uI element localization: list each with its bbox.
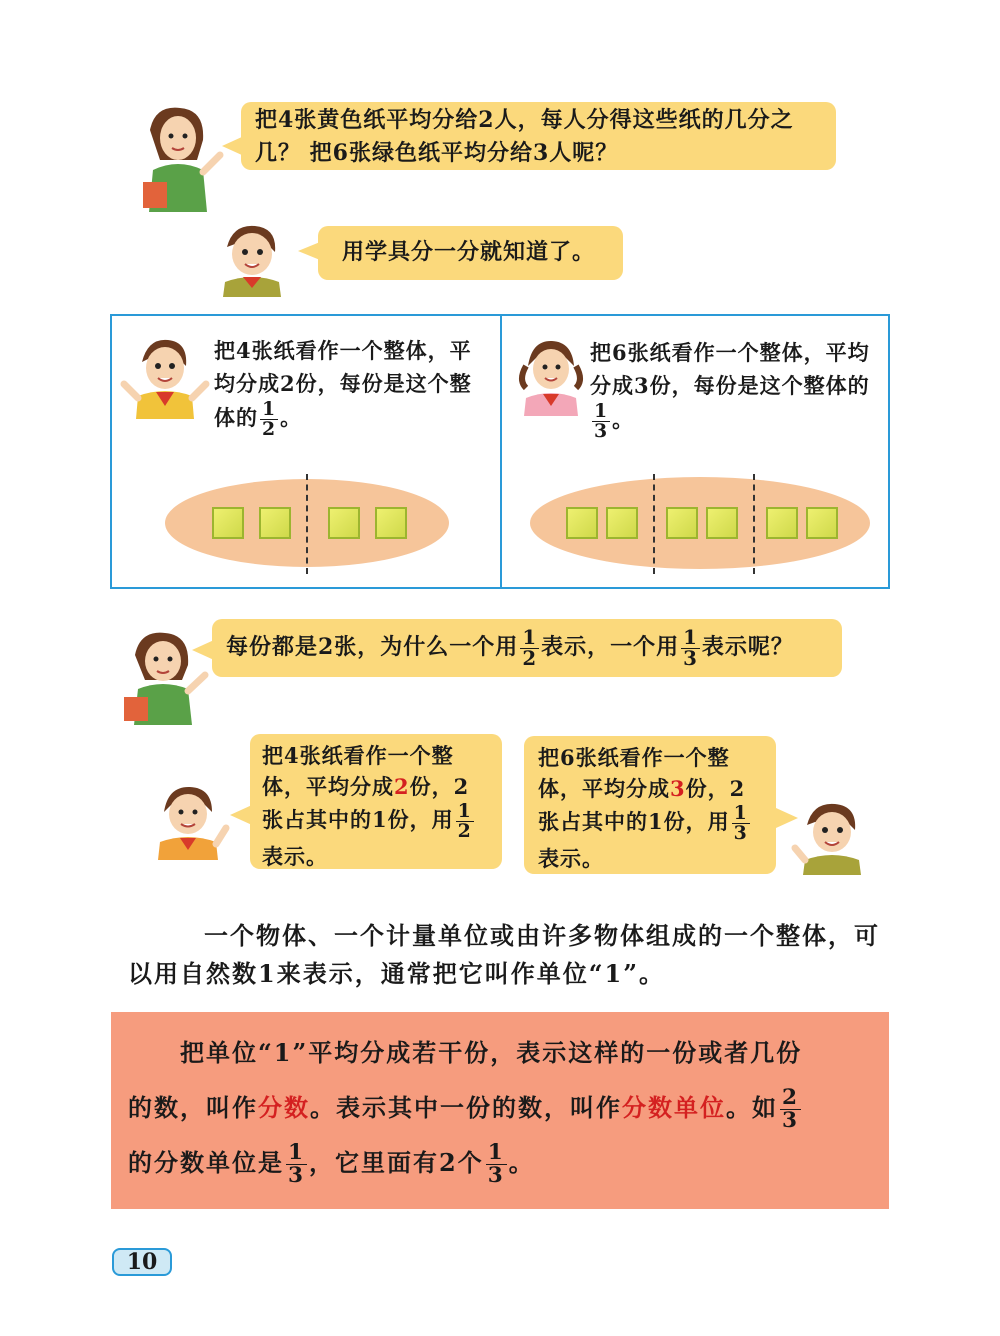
highlight-number: 3 bbox=[670, 776, 686, 801]
term-fraction: 分数 bbox=[258, 1093, 310, 1122]
divider-dashed-line bbox=[653, 474, 655, 574]
panel-left bbox=[110, 314, 502, 589]
term-fraction-unit: 分数单位 bbox=[622, 1093, 726, 1122]
teacher-question-bubble bbox=[241, 102, 836, 170]
page-number: 10 bbox=[112, 1248, 172, 1276]
panel-right-text: 把6张纸看作一个整体，平均分成3份，每份是这个整体的 $\frac{1}{3}$ 。 bbox=[590, 340, 870, 442]
green-paper bbox=[706, 507, 738, 539]
yellow-paper bbox=[212, 507, 244, 539]
green-paper bbox=[766, 507, 798, 539]
fraction-two-thirds: $\frac{2}{3}$ bbox=[782, 1085, 800, 1133]
green-paper bbox=[806, 507, 838, 539]
fraction-one-third: $\frac{1}{3}$ bbox=[733, 802, 748, 844]
boy-illustration bbox=[215, 222, 290, 297]
yellow-paper bbox=[259, 507, 291, 539]
teacher-illustration bbox=[135, 100, 225, 215]
panel-right bbox=[500, 314, 890, 589]
green-paper bbox=[606, 507, 638, 539]
boy-illustration bbox=[795, 800, 870, 875]
girl-illustration bbox=[514, 336, 589, 416]
bubble-tail bbox=[230, 805, 252, 825]
yellow-paper bbox=[375, 507, 407, 539]
girl-illustration bbox=[150, 782, 230, 860]
panel-left-text: 把4张纸看作一个整体，平均分成2份，每份是这个整体的 $\frac{1}{2}$ 。 bbox=[214, 338, 472, 440]
boy-illustration bbox=[120, 334, 210, 419]
boy-explain-bubble: 把6张纸看作一个整体，平均分成3份，2张占其中的1份，用 $\frac{1}{3}$ 表示。 bbox=[524, 736, 776, 874]
fraction-one-third: $\frac{1}{3}$ bbox=[683, 624, 698, 670]
divider-dashed-line bbox=[753, 474, 755, 574]
divider-dashed-line bbox=[306, 474, 308, 574]
fraction-one-third: $\frac{1}{3}$ bbox=[288, 1140, 306, 1188]
girl-explain-bubble: 把4张纸看作一个整体，平均分成2份，2张占其中的1份，用 $\frac{1}{2}$ 表示。 bbox=[250, 734, 502, 869]
definition-line-1: 把单位“1”平均分成若干份，表示这样的一份或者几份 bbox=[180, 1038, 803, 1067]
green-paper bbox=[566, 507, 598, 539]
unit-one-paragraph: 一个物体、一个计量单位或由许多物体组成的一个整体，可以用自然数1来表示，通常把它叫作单位“1”。 bbox=[128, 921, 880, 988]
fraction-one-half: $\frac{1}{2}$ bbox=[262, 398, 277, 440]
fraction-one-half: $\frac{1}{2}$ bbox=[522, 624, 538, 670]
fraction-one-third: $\frac{1}{3}$ bbox=[594, 400, 609, 442]
definition-line-3: 的分数单位是 $\frac{1}{3}$ ，它里面有2个 $\frac{1}{3}$ 。 bbox=[128, 1140, 535, 1188]
highlight-number: 2 bbox=[394, 774, 410, 799]
boy-reply-text: 用学具分一分就知道了。 bbox=[342, 239, 596, 265]
green-paper bbox=[666, 507, 698, 539]
bubble-tail bbox=[298, 242, 320, 260]
teacher-question-bubble-2: 每份都是2张，为什么一个用 $\frac{1}{2}$ 表示，一个用 $\frac{1}{3}$ 表示呢？ bbox=[212, 619, 842, 677]
definition-line-2: 的数，叫作分数。表示其中一份的数，叫作分数单位。如 $\frac{2}{3}$ bbox=[128, 1085, 800, 1133]
boy-reply-bubble bbox=[318, 226, 623, 280]
bubble-tail bbox=[192, 640, 214, 660]
teacher-question-text: 把4张黄色纸平均分给2人，每人分得这些纸的几分之几？ 把6张绿色纸平均分给3人呢？ bbox=[255, 107, 794, 166]
fraction-one-third: $\frac{1}{3}$ bbox=[487, 1140, 505, 1188]
fraction-one-half: $\frac{1}{2}$ bbox=[457, 800, 472, 842]
yellow-paper bbox=[328, 507, 360, 539]
